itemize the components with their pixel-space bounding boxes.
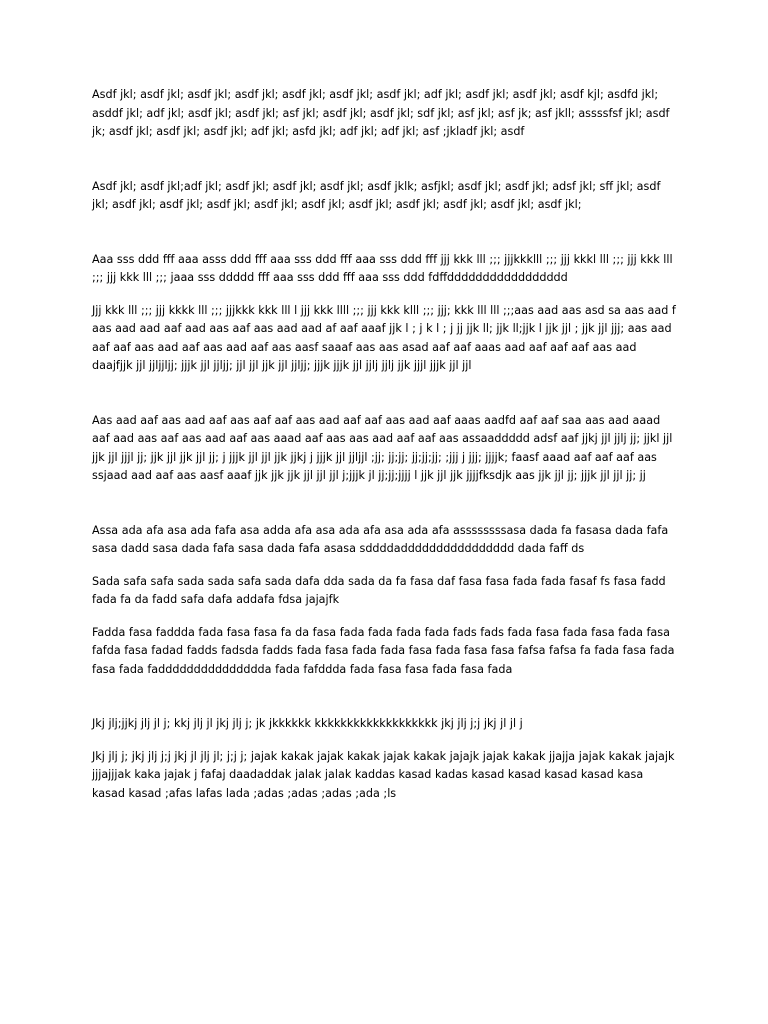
paragraph: Jkj jlj;jjkj jlj jl j; kkj jlj jl jkj jlj j; jk jkkkkkk kkkkkkkkkkkkkkkkkkk jkj jlj j;j jkj jl jl j xyxy=(92,717,523,730)
paragraph: Asdf jkl; asdf jkl;adf jkl; asdf jkl; asdf jkl; asdf jkl; asdf jklk; asfjkl; asdf jkl; asdf jkl; adsf jkl; sff jkl; asdf jkl; asdf jkl; asdf jkl; asdf jkl; asdf jkl; asdf jkl; asdf jkl; asdf jkl; asdf jkl; asdf jkl; asdf jkl; xyxy=(92,179,661,211)
paragraph: Assa ada afa asa ada fafa asa adda afa asa ada afa asa ada afa assssssssasa dada fa fasasa dada fafa sasa dadd sasa dada fafa sasa dada fafa asasa sddddadddddddddddddddd dada faff ds xyxy=(92,523,669,555)
paragraph: Aaa sss ddd fff aaa asss ddd fff aaa sss ddd fff aaa sss ddd fff jjj kkk lll ;;; jjjkkklll ;;; jjj kkkl lll ;;; jjj kkk lll ;;; jjj kkk lll ;;; jaaa sss ddddd fff aaa sss ddd fff aaa sss ddd fdffddddddddddddddddd xyxy=(92,252,673,284)
paragraph: Aas aad aaf aas aad aaf aas aaf aaf aas aad aaf aaf aas aad aaf aaas aadfd aaf aaf saa aas aad aaad aaf aad aas aaf aas aad aaf aas aaad aaf aas aas aad aaf aaf aas assaaddddd adsf aaf jjkj jjl jjlj jj; jjkl jjl jjk jjl jjjl jj; jjk jjl jjk jjl jj; j jjjk jjl jjl jjk jjkj j jjjk jjl jjljjl ;jj; jj;jj; jj;jj;jj; ;jjj j jjj; jjjjk; faasf aaad aaf aaf aaf aas ssjaad aad aaf aas aasf aaaf jjk jjk jjk jjl jjl jjl j;jjjk jl jj;jj;jjjj l jjk jjl jjk jjjjfksdjk aas jjk jjl jj; jjjk jjl jjl jj; jj xyxy=(92,413,673,482)
paragraph: Sada safa safa sada sada safa sada dafa dda sada da fa fasa daf fasa fasa fada fada fasaf fs fasa fadd fada fa da fadd safa dafa addafa fdsa jajajfk xyxy=(92,574,666,606)
paragraph: Jkj jlj j; jkj jlj j;j jkj jl jlj jl; j;j j; jajak kakak jajak kakak jajak kakak jajajk jajak kakak jjajja jajak kakak jajajk jjjajjjak kaka jajak j fafaj daadaddak jalak jalak kaddas kasad kadas kasad kasad kasad kasad kasa kasad kasad ;afas lafas lada ;adas ;adas ;adas ;ada ;ls xyxy=(92,749,675,800)
paragraph: Jjj kkk lll ;;; jjj kkkk lll ;;; jjjkkk kkk lll l jjj kkk llll ;;; jjj kkk klll ;;; jjj; kkk lll lll ;;;aas aad aas asd sa aas aad f aas aad aad aaf aad aas aaf aas aad aad af aaf aaaf jjk l ; j k l ; j jj jjk ll; jjk ll;jjk l jjk jjl ; jjk jjl jjj; aas aad aaf aaf aas aad aaf aas aad aaf aas aasf saaaf aas aas asad aaf aaf aaas aad aaf aaf aaf aas aad daajfjjk jjl jjljjljj; jjjk jjl jjljj; jjl jjl jjk jjl jjljj; jjjk jjjk jjl jjlj jjlj jjk jjjl jjjk jjl jjl xyxy=(92,303,676,372)
paragraph: Asdf jkl; asdf jkl; asdf jkl; asdf jkl; asdf jkl; asdf jkl; asdf jkl; adf jkl; asdf jkl; asdf jkl; asdf kjl; asdfd jkl; asddf jkl; adf jkl; asdf jkl; asdf jkl; asf jkl; asdf jkl; asdf jkl; sdf jkl; asf jkl; asf jk; asf jkll; assssfsf jkl; asdf jk; asdf jkl; asdf jkl; asdf jkl; adf jkl; asfd jkl; adf jkl; adf jkl; asf ;jkladf jkl; asdf xyxy=(92,88,670,138)
document-body xyxy=(92,86,678,803)
paragraph: Fadda fasa faddda fada fasa fasa fa da fasa fada fada fada fada fads fads fada fasa fada fasa fada fasa fafda fasa fadad fadds fadsda fadds fada fasa fada fada fasa fada fasa fasa fafsa fafsa fa fada fasa fada fasa fada faddddddddddddddda fada fafddda fada fasa fasa fada fasa fada xyxy=(92,625,675,676)
